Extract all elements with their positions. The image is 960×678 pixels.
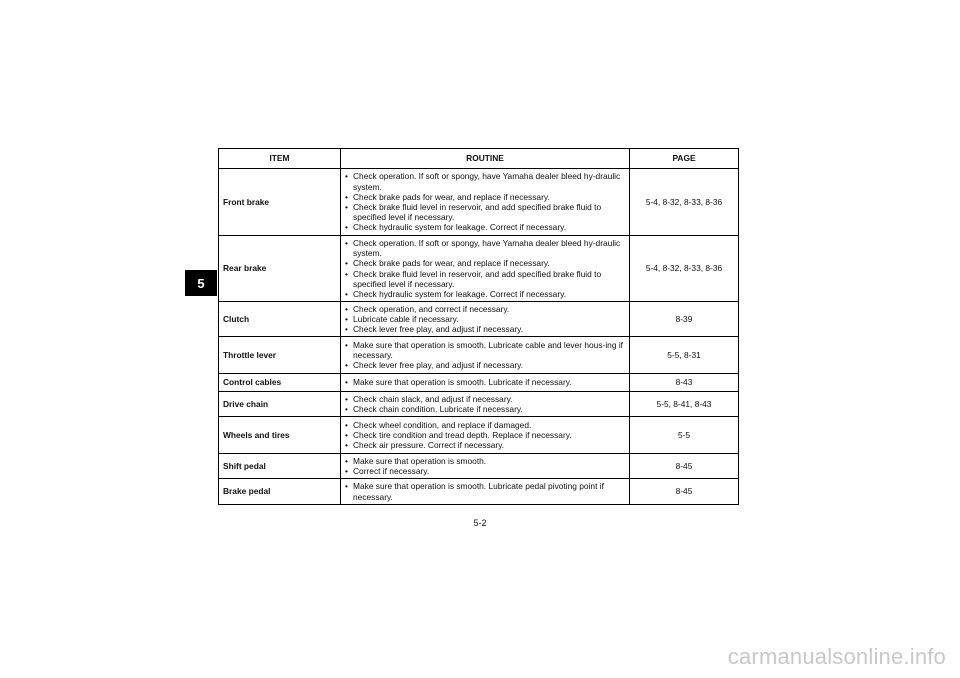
row-item: Rear brake (219, 236, 341, 302)
routine-list (345, 304, 625, 335)
header-page: PAGE (630, 149, 739, 169)
row-routine (341, 236, 630, 302)
header-routine: ROUTINE (341, 149, 630, 169)
routine-list (345, 394, 625, 414)
routine-step: • Make sure that operation is smooth. Lubricate pedal pivoting point if necessary. (345, 481, 625, 501)
routine-list (345, 238, 625, 299)
row-page: 5-4, 8-32, 8-33, 8-36 (630, 236, 739, 302)
routine-step: • Check hydraulic system for leakage. Correct if necessary. (345, 222, 625, 232)
row-item: Throttle lever (219, 337, 341, 374)
section-tab: 5 (185, 270, 217, 296)
routine-step: • Check operation. If soft or spongy, have Yamaha dealer bleed hy-draulic system. (345, 238, 625, 258)
row-routine (341, 169, 630, 236)
routine-step: • Check lever free play, and adjust if necessary. (345, 360, 625, 370)
row-routine (341, 302, 630, 337)
table-row (219, 236, 739, 302)
maintenance-table (218, 148, 739, 505)
row-item: Clutch (219, 302, 341, 337)
routine-list (345, 420, 625, 451)
routine-list (345, 340, 625, 371)
routine-step: • Check operation. If soft or spongy, have Yamaha dealer bleed hy-draulic system. (345, 171, 625, 191)
routine-step: • Check air pressure. Correct if necessary. (345, 440, 625, 450)
routine-list (345, 377, 625, 387)
table-row (219, 302, 739, 337)
routine-step: • Check operation, and correct if necessary. (345, 304, 625, 314)
routine-step: • Make sure that operation is smooth. (345, 456, 625, 466)
row-item: Brake pedal (219, 479, 341, 505)
row-item: Drive chain (219, 392, 341, 417)
table-row (219, 454, 739, 479)
routine-step: • Check chain slack, and adjust if necessary. (345, 394, 625, 404)
row-page: 8-45 (630, 454, 739, 479)
page-number: 5-2 (473, 518, 487, 528)
routine-list (345, 456, 625, 476)
table-row (219, 169, 739, 236)
routine-step: • Check tire condition and tread depth. Replace if necessary. (345, 430, 625, 440)
row-item: Shift pedal (219, 454, 341, 479)
table-row (219, 374, 739, 392)
routine-step: • Make sure that operation is smooth. Lubricate if necessary. (345, 377, 625, 387)
routine-step: • Check brake fluid level in reservoir, and add specified brake fluid to specified level if necessary. (345, 202, 625, 222)
row-page: 8-45 (630, 479, 739, 505)
row-page: 5-5, 8-31 (630, 337, 739, 374)
watermark: carmanualsonline.info (727, 644, 946, 669)
row-routine (341, 454, 630, 479)
routine-step: • Lubricate cable if necessary. (345, 314, 625, 324)
row-routine (341, 417, 630, 454)
routine-list (345, 481, 625, 501)
table-header-row (219, 149, 739, 169)
routine-step: • Check brake pads for wear, and replace if necessary. (345, 192, 625, 202)
routine-list (345, 171, 625, 232)
routine-step: • Check hydraulic system for leakage. Correct if necessary. (345, 289, 625, 299)
routine-step: • Correct if necessary. (345, 466, 625, 476)
row-page: 8-43 (630, 374, 739, 392)
row-routine (341, 392, 630, 417)
row-item: Wheels and tires (219, 417, 341, 454)
row-routine (341, 374, 630, 392)
routine-step: • Check brake fluid level in reservoir, and add specified brake fluid to specified level if necessary. (345, 269, 625, 289)
row-item: Control cables (219, 374, 341, 392)
table-row (219, 337, 739, 374)
routine-step: • Check lever free play, and adjust if necessary. (345, 324, 625, 334)
row-page: 5-5 (630, 417, 739, 454)
table-row (219, 392, 739, 417)
row-routine (341, 479, 630, 505)
row-page: 8-39 (630, 302, 739, 337)
table-row (219, 417, 739, 454)
header-item: ITEM (219, 149, 341, 169)
row-routine (341, 337, 630, 374)
row-page: 5-5, 8-41, 8-43 (630, 392, 739, 417)
table-body (219, 169, 739, 505)
routine-step: • Check brake pads for wear, and replace if necessary. (345, 258, 625, 268)
routine-step: • Check chain condition. Lubricate if necessary. (345, 404, 625, 414)
table-row (219, 479, 739, 505)
routine-step: • Make sure that operation is smooth. Lubricate cable and lever hous-ing if necessary. (345, 340, 625, 360)
row-item: Front brake (219, 169, 341, 236)
row-page: 5-4, 8-32, 8-33, 8-36 (630, 169, 739, 236)
routine-step: • Check wheel condition, and replace if damaged. (345, 420, 625, 430)
